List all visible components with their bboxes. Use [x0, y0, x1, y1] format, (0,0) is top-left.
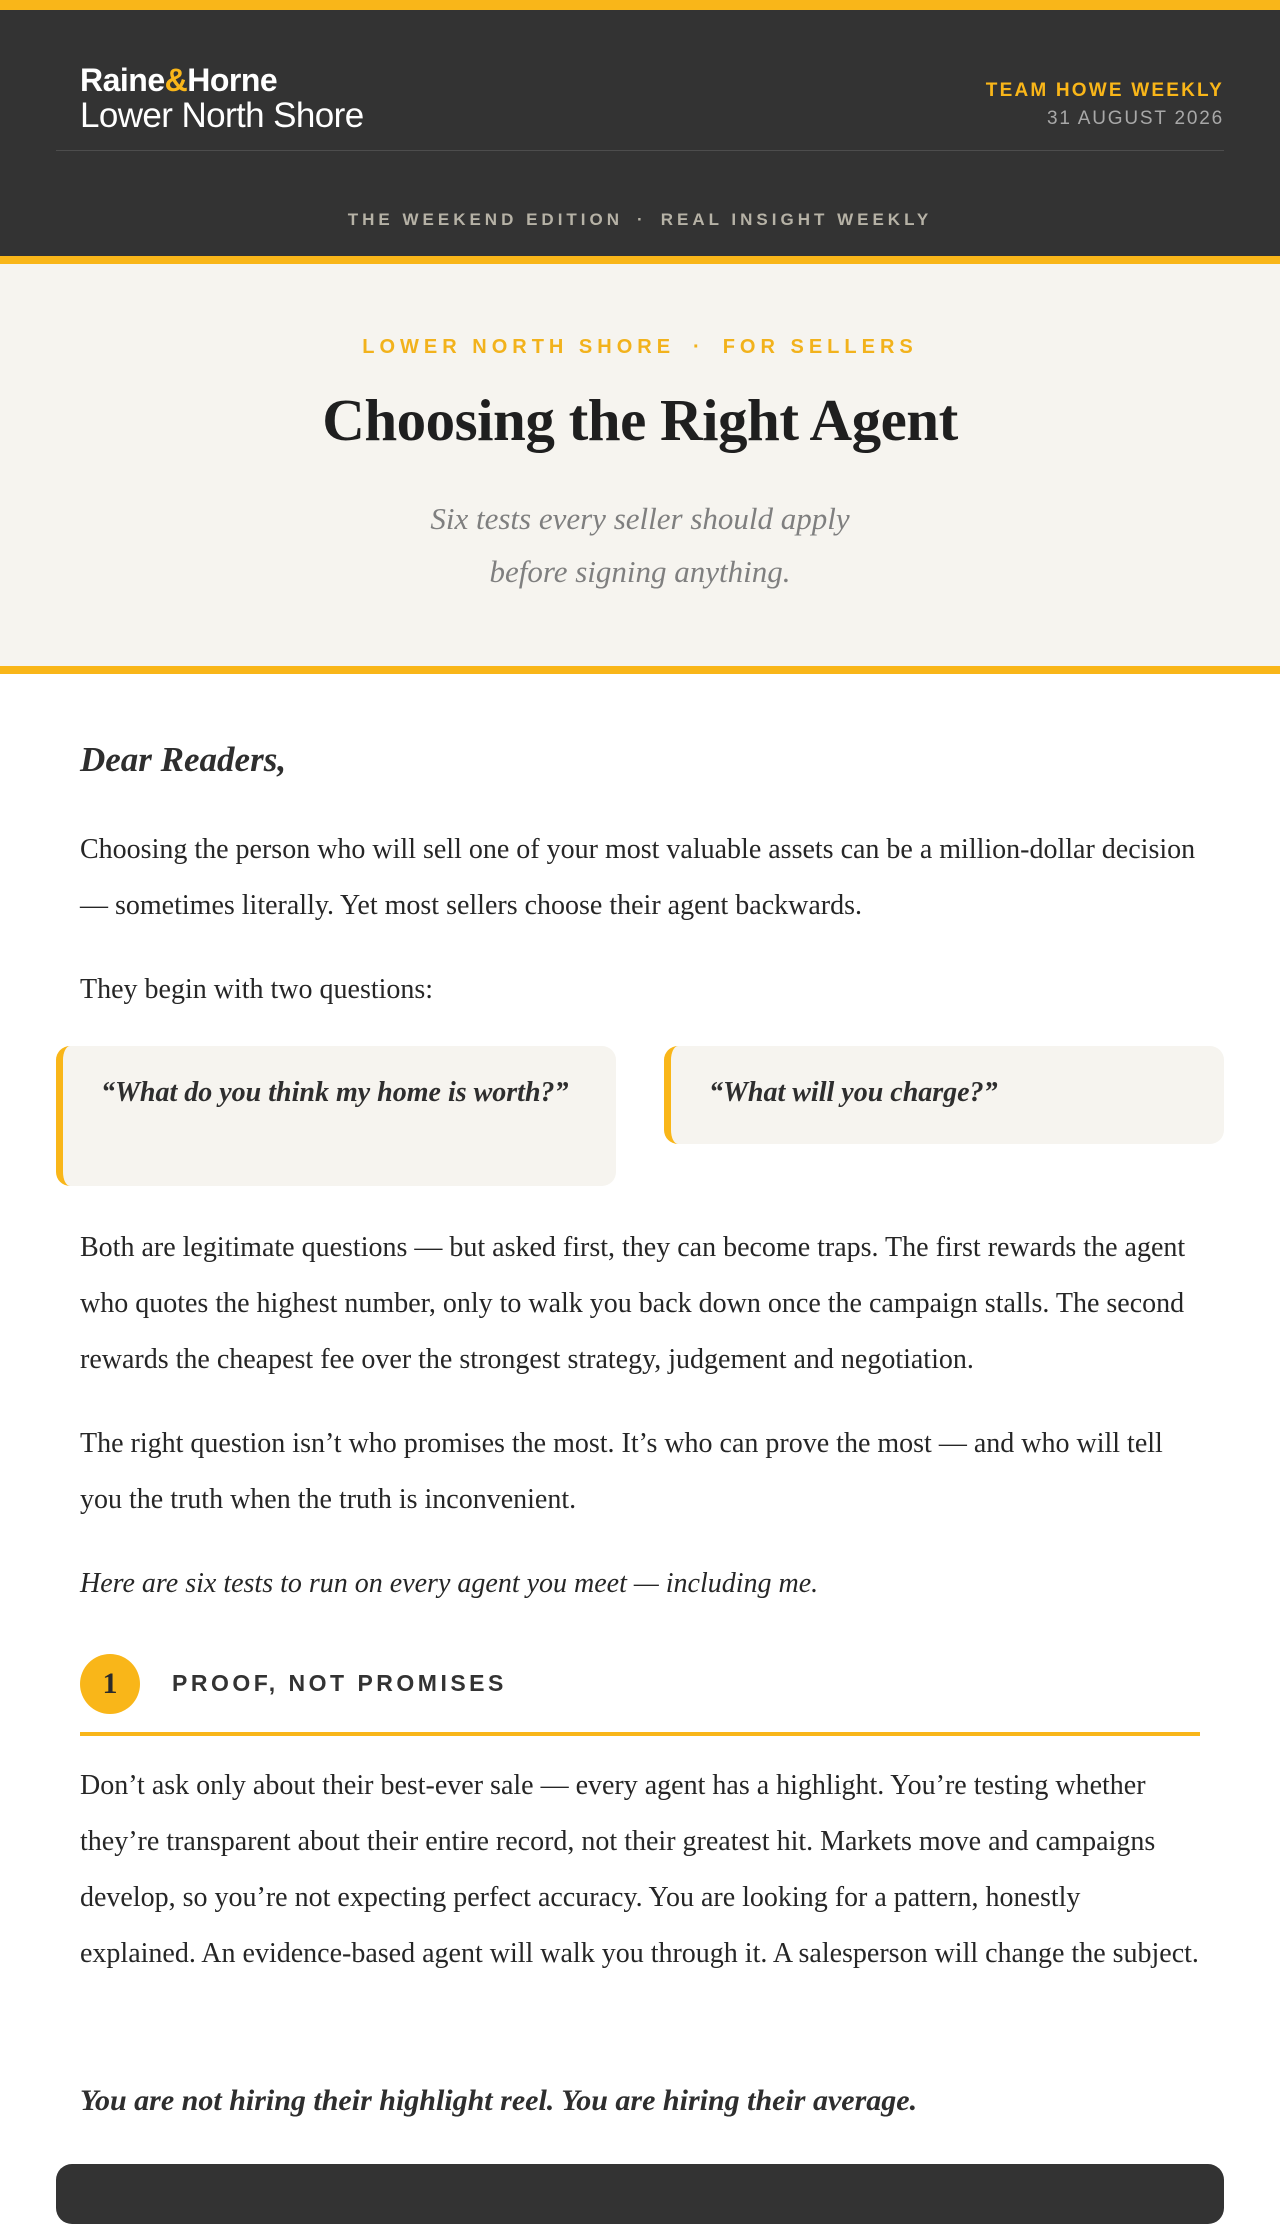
- hero-subtitle: [0, 492, 1280, 598]
- issue-date: 31 AUGUST 2026: [1047, 108, 1224, 129]
- header-divider: [56, 150, 1224, 151]
- quote-text: “What will you charge?”: [709, 1077, 998, 1108]
- page-title: Choosing the Right Agent: [322, 387, 958, 453]
- newsletter-header: [0, 10, 1280, 256]
- kicker-separator: ·: [693, 336, 705, 358]
- paragraph-traps: Both are legitimate questions — but asked first, they can become traps. The first rewards the agent who quotes the highest number, only to walk you back down once the campaign stalls. The second rewards the cheapest fee over the strongest strategy, judgement and negotiation.: [80, 1232, 1186, 1375]
- section-header-1: [80, 1654, 1200, 1736]
- quote-card-charge: [664, 1046, 1224, 1144]
- paragraph-questions: They begin with two questions:: [80, 974, 434, 1005]
- hero-section: [0, 264, 1280, 666]
- brand-logo: [80, 62, 364, 134]
- issue-name: TEAM HOWE WEEKLY: [985, 80, 1224, 101]
- kicker-right: FOR SELLERS: [722, 336, 918, 358]
- logo-word-raine: Raine: [80, 62, 165, 98]
- paragraph-intro: Choosing the person who will sell one of your most valuable assets can be a million-dollar decision — sometimes literally. Yet most sellers choose their agent backwards.: [80, 834, 1196, 921]
- hero-kicker: [0, 336, 1280, 359]
- section-number-badge: 1: [80, 1654, 140, 1714]
- greeting: Dear Readers,: [80, 740, 287, 779]
- gold-rule: [0, 256, 1280, 264]
- logo-word-horne: Horne: [187, 62, 278, 98]
- dark-callout-card: [56, 2164, 1224, 2224]
- logo-ampersand: &: [164, 62, 188, 98]
- edition-right: REAL INSIGHT WEEKLY: [660, 210, 933, 229]
- issue-info: [986, 80, 1224, 130]
- section-title: PROOF, NOT PROMISES: [172, 1670, 507, 1696]
- subtitle-line-2: before signing anything.: [489, 554, 791, 589]
- gold-rule: [0, 666, 1280, 674]
- edition-line: [56, 210, 1224, 230]
- subtitle-line-1: Six tests every seller should apply: [430, 501, 850, 536]
- kicker-left: LOWER NORTH SHORE: [362, 336, 676, 358]
- edition-left: THE WEEKEND EDITION: [347, 210, 624, 229]
- edition-separator: ·: [637, 210, 647, 229]
- quote-text: “What do you think my home is worth?”: [101, 1077, 569, 1108]
- top-accent-bar: [0, 0, 1280, 10]
- pull-quote: You are not hiring their highlight reel. You are hiring their average.: [80, 2084, 918, 2117]
- section-1-body: Don’t ask only about their best-ever sale — every agent has a highlight. You’re testing whether they’re transparent about their entire record, not their greatest hit. Markets move and campaigns develop, so you’re not expecting perfect accuracy. You are looking for a pattern, honestly explained. An evidence-based agent will walk you through it. A salesperson will change the subject.: [80, 1770, 1199, 1969]
- quote-card-worth: [56, 1046, 616, 1186]
- paragraph-right-question: The right question isn’t who promises the most. It’s who can prove the most — and who will tell you the truth when the truth is inconvenient.: [80, 1428, 1163, 1515]
- logo-region: Lower North Shore: [80, 96, 364, 135]
- paragraph-six-tests: Here are six tests to run on every agent you meet — including me.: [80, 1568, 819, 1599]
- logo-wordmark: [80, 62, 364, 98]
